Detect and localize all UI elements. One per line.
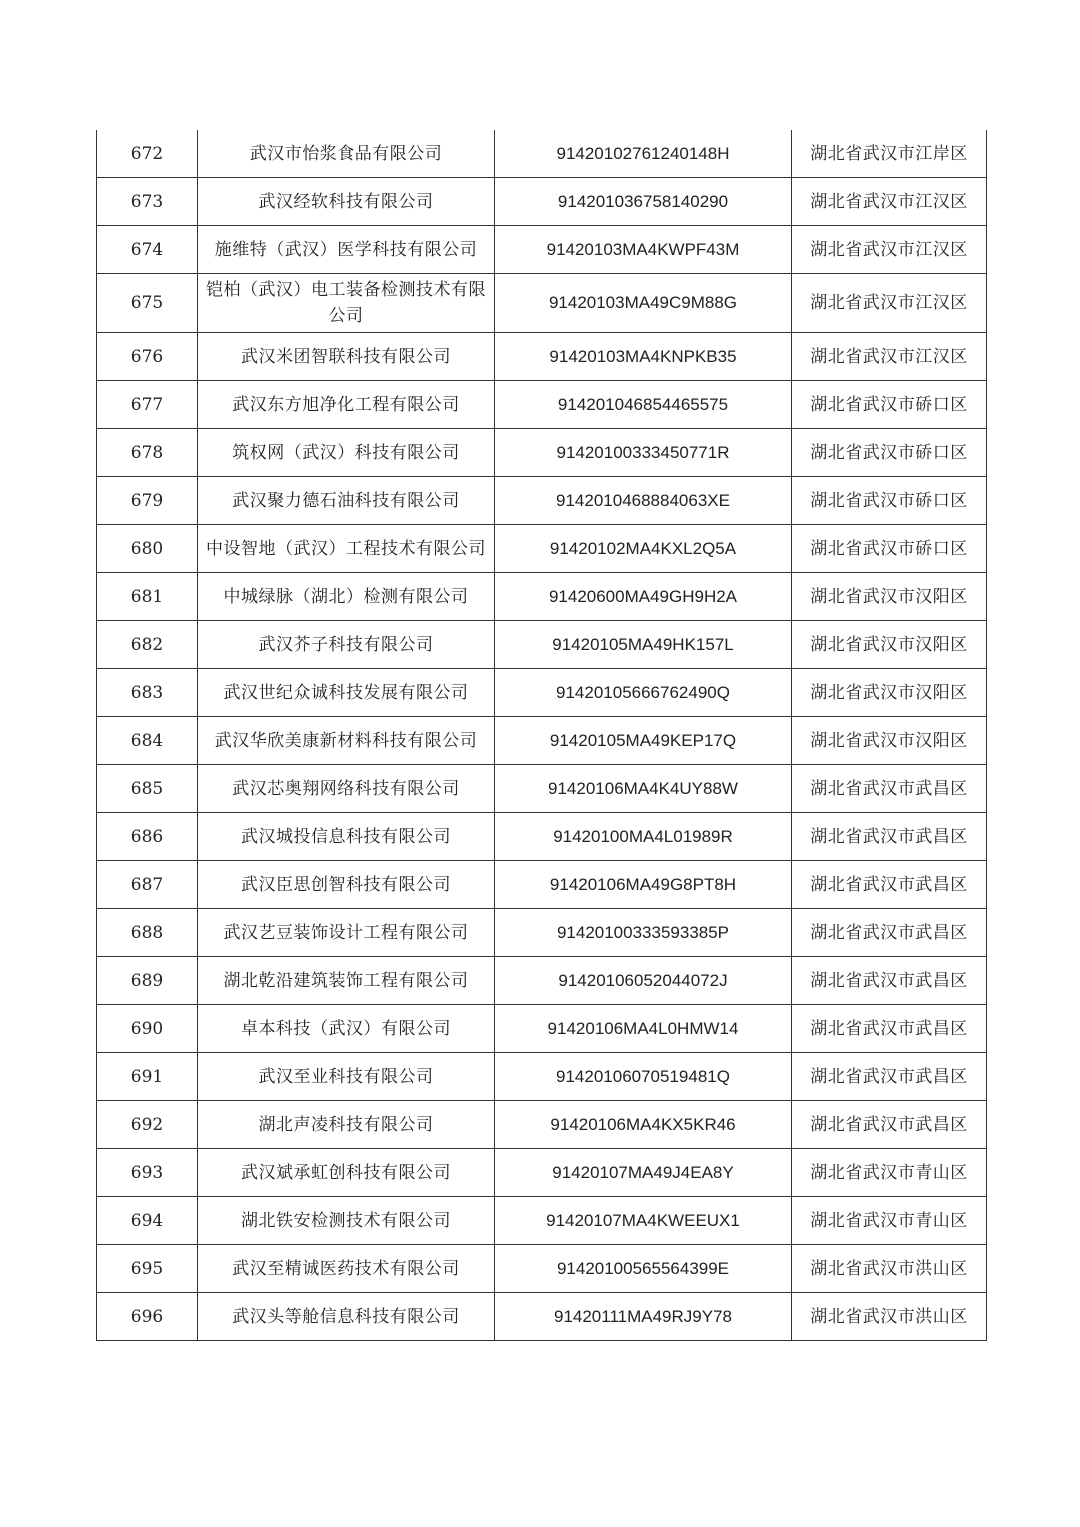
region: 湖北省武汉市汉阳区	[792, 717, 987, 765]
company-name: 卓本科技（武汉）有限公司	[198, 1005, 495, 1053]
region: 湖北省武汉市青山区	[792, 1149, 987, 1197]
company-name: 武汉至精诚医药技术有限公司	[198, 1245, 495, 1293]
company-name: 武汉经软科技有限公司	[198, 178, 495, 226]
row-number: 674	[97, 226, 198, 274]
row-number: 681	[97, 573, 198, 621]
row-number: 686	[97, 813, 198, 861]
region: 湖北省武汉市武昌区	[792, 1101, 987, 1149]
company-name: 武汉芥子科技有限公司	[198, 621, 495, 669]
credit-code: 9142010468884063XE	[495, 477, 792, 525]
company-name: 武汉聚力德石油科技有限公司	[198, 477, 495, 525]
row-number: 692	[97, 1101, 198, 1149]
company-name: 武汉斌承虹创科技有限公司	[198, 1149, 495, 1197]
credit-code: 91420102761240148H	[495, 130, 792, 178]
company-name: 施维特（武汉）医学科技有限公司	[198, 226, 495, 274]
region: 湖北省武汉市汉阳区	[792, 621, 987, 669]
credit-code: 91420102MA4KXL2Q5A	[495, 525, 792, 573]
region: 湖北省武汉市硚口区	[792, 381, 987, 429]
row-number: 675	[97, 274, 198, 333]
credit-code: 91420105MA49HK157L	[495, 621, 792, 669]
credit-code: 91420107MA4KWEEUX1	[495, 1197, 792, 1245]
table-row	[97, 274, 987, 333]
table-row	[97, 477, 987, 525]
credit-code: 91420105MA49KEP17Q	[495, 717, 792, 765]
region: 湖北省武汉市硚口区	[792, 525, 987, 573]
company-name: 武汉艺豆装饰设计工程有限公司	[198, 909, 495, 957]
company-name: 湖北乾沿建筑装饰工程有限公司	[198, 957, 495, 1005]
credit-code: 914201046854465575	[495, 381, 792, 429]
credit-code: 91420105666762490Q	[495, 669, 792, 717]
table-row	[97, 525, 987, 573]
company-name: 湖北铁安检测技术有限公司	[198, 1197, 495, 1245]
region: 湖北省武汉市汉阳区	[792, 669, 987, 717]
row-number: 691	[97, 1053, 198, 1101]
company-name: 武汉城投信息科技有限公司	[198, 813, 495, 861]
credit-code: 91420107MA49J4EA8Y	[495, 1149, 792, 1197]
table-row	[97, 765, 987, 813]
company-name: 铠柏（武汉）电工装备检测技术有限公司	[198, 274, 495, 333]
row-number: 685	[97, 765, 198, 813]
company-name: 中设智地（武汉）工程技术有限公司	[198, 525, 495, 573]
company-name: 武汉东方旭净化工程有限公司	[198, 381, 495, 429]
credit-code: 91420106MA4KX5KR46	[495, 1101, 792, 1149]
company-name: 武汉至业科技有限公司	[198, 1053, 495, 1101]
region: 湖北省武汉市硚口区	[792, 477, 987, 525]
credit-code: 91420100333593385P	[495, 909, 792, 957]
company-name: 武汉头等舱信息科技有限公司	[198, 1293, 495, 1341]
credit-code: 914201036758140290	[495, 178, 792, 226]
table-row	[97, 669, 987, 717]
credit-code: 91420106MA49G8PT8H	[495, 861, 792, 909]
credit-code: 91420100565564399E	[495, 1245, 792, 1293]
region: 湖北省武汉市武昌区	[792, 957, 987, 1005]
table-row	[97, 130, 987, 178]
row-number: 687	[97, 861, 198, 909]
row-number: 678	[97, 429, 198, 477]
row-number: 693	[97, 1149, 198, 1197]
region: 湖北省武汉市江汉区	[792, 274, 987, 333]
region: 湖北省武汉市汉阳区	[792, 573, 987, 621]
table-body	[97, 130, 987, 1341]
table-row	[97, 909, 987, 957]
row-number: 683	[97, 669, 198, 717]
row-number: 689	[97, 957, 198, 1005]
company-name: 武汉市怡浆食品有限公司	[198, 130, 495, 178]
region: 湖北省武汉市洪山区	[792, 1245, 987, 1293]
row-number: 688	[97, 909, 198, 957]
credit-code: 91420103MA49C9M88G	[495, 274, 792, 333]
table-row	[97, 573, 987, 621]
region: 湖北省武汉市江岸区	[792, 130, 987, 178]
table-row	[97, 1197, 987, 1245]
company-registry-table	[96, 130, 987, 1341]
credit-code: 91420106070519481Q	[495, 1053, 792, 1101]
region: 湖北省武汉市武昌区	[792, 909, 987, 957]
region: 湖北省武汉市武昌区	[792, 765, 987, 813]
table-row	[97, 333, 987, 381]
company-name: 武汉华欣美康新材料科技有限公司	[198, 717, 495, 765]
table-row	[97, 429, 987, 477]
table-row	[97, 1101, 987, 1149]
row-number: 694	[97, 1197, 198, 1245]
table-row	[97, 1245, 987, 1293]
region: 湖北省武汉市武昌区	[792, 1053, 987, 1101]
table-row	[97, 621, 987, 669]
row-number: 680	[97, 525, 198, 573]
table-row	[97, 178, 987, 226]
row-number: 690	[97, 1005, 198, 1053]
region: 湖北省武汉市武昌区	[792, 861, 987, 909]
credit-code: 91420100MA4L01989R	[495, 813, 792, 861]
credit-code: 91420600MA49GH9H2A	[495, 573, 792, 621]
table-row	[97, 1053, 987, 1101]
row-number: 695	[97, 1245, 198, 1293]
credit-code: 91420103MA4KWPF43M	[495, 226, 792, 274]
row-number: 682	[97, 621, 198, 669]
row-number: 696	[97, 1293, 198, 1341]
company-name: 筑权网（武汉）科技有限公司	[198, 429, 495, 477]
credit-code: 91420106MA4K4UY88W	[495, 765, 792, 813]
credit-code: 91420100333450771R	[495, 429, 792, 477]
company-name: 湖北声凌科技有限公司	[198, 1101, 495, 1149]
table-row	[97, 813, 987, 861]
company-name: 武汉芯奥翔网络科技有限公司	[198, 765, 495, 813]
row-number: 673	[97, 178, 198, 226]
credit-code: 91420111MA49RJ9Y78	[495, 1293, 792, 1341]
company-name: 武汉米团智联科技有限公司	[198, 333, 495, 381]
table-row	[97, 861, 987, 909]
region: 湖北省武汉市青山区	[792, 1197, 987, 1245]
region: 湖北省武汉市武昌区	[792, 813, 987, 861]
region: 湖北省武汉市江汉区	[792, 178, 987, 226]
table-row	[97, 226, 987, 274]
company-name: 武汉臣思创智科技有限公司	[198, 861, 495, 909]
table-row	[97, 1149, 987, 1197]
table-row	[97, 957, 987, 1005]
table-row	[97, 1293, 987, 1341]
region: 湖北省武汉市硚口区	[792, 429, 987, 477]
region: 湖北省武汉市洪山区	[792, 1293, 987, 1341]
region: 湖北省武汉市江汉区	[792, 333, 987, 381]
row-number: 677	[97, 381, 198, 429]
row-number: 684	[97, 717, 198, 765]
row-number: 676	[97, 333, 198, 381]
table-row	[97, 717, 987, 765]
table-row	[97, 1005, 987, 1053]
credit-code: 91420106052044072J	[495, 957, 792, 1005]
row-number: 672	[97, 130, 198, 178]
region: 湖北省武汉市江汉区	[792, 226, 987, 274]
credit-code: 91420106MA4L0HMW14	[495, 1005, 792, 1053]
company-name: 中城绿脉（湖北）检测有限公司	[198, 573, 495, 621]
region: 湖北省武汉市武昌区	[792, 1005, 987, 1053]
company-name: 武汉世纪众诚科技发展有限公司	[198, 669, 495, 717]
table-row	[97, 381, 987, 429]
credit-code: 91420103MA4KNPKB35	[495, 333, 792, 381]
row-number: 679	[97, 477, 198, 525]
